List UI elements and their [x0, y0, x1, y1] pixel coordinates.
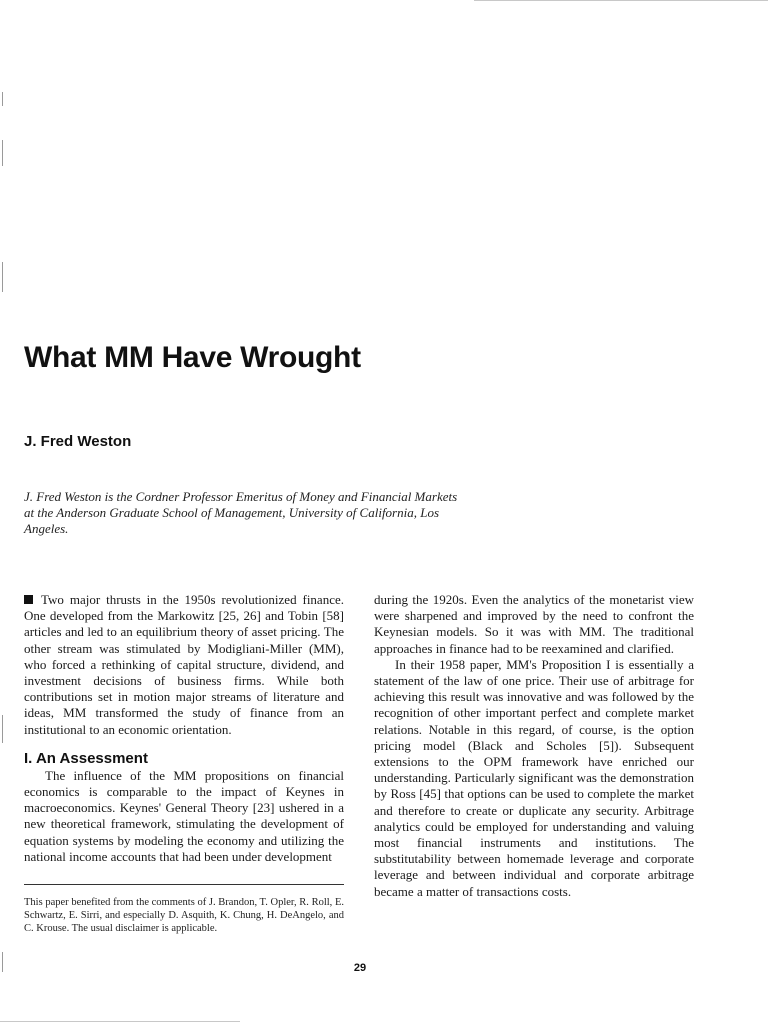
square-bullet-icon [24, 595, 33, 604]
page-number: 29 [353, 962, 367, 974]
article-title: What MM Have Wrought [24, 341, 361, 374]
right-column [374, 592, 694, 900]
scan-edge-mark [2, 952, 3, 972]
footnote-rule [24, 884, 344, 885]
scan-edge-mark [2, 715, 3, 743]
intro-paragraph-text: Two major thrusts in the 1950s revolutionized finance. One developed from the Markowitz [25, 26] and Tobin [58] articles and led to an equilibrium theory of asset pricing. The other stream was stimulated by Modigliani-Miller (MM), who forced a rethinking of capital structure, dividend, and investment decisions of business firms. While both contributions set in motion major streams of literature and ideas, MM transformed the study of finance from an institutional to an economic orientation. [24, 592, 344, 737]
left-column [24, 592, 344, 865]
scan-border-bottom [0, 1021, 240, 1022]
right-paragraph-2: In their 1958 paper, MM's Proposition I is essentially a statement of the law of one price. Their use of arbitrage for achieving this result was innovative and was followed by the recognition of other important perfect and complete market relations. Notable in this regard, of course, is the option pricing model (Black and Scholes [5]). Subsequent extensions to the OPM framework have enriched our understanding. Particularly significant was the demonstration by Ross [45] that options can be used to complete the market and therefore to create or duplicate any security. Arbitrage analytics could be employed for understanding and valuing most financial instruments and institutions. The substitutability between homemade leverage and corporate leverage and between individual and corporate arbitrage became a matter of transactions costs. [374, 656, 694, 899]
intro-paragraph [24, 592, 344, 738]
author-affiliation: J. Fred Weston is the Cordner Professor Emeritus of Money and Financial Markets at the Anderson Graduate School of Management, University of California, Los Angeles. [24, 489, 458, 536]
author-name: J. Fred Weston [24, 433, 132, 450]
section-paragraph-continued: during the 1920s. Even the analytics of the monetarist view were sharpened and improved by the need to confront the Keynesian models. So it was with MM. The traditional approaches in finance had to be reexamined and clarified. [374, 592, 694, 656]
scan-edge-mark [2, 92, 3, 106]
section-paragraph: The influence of the MM propositions on financial economics is comparable to the impact of Keynes in macroeconomics. Keynes' General Theory [23] ushered in a new theoretical framework, stimulating the development of equation systems by modeling the economy and utilizing the national income accounts that had been under development [24, 767, 344, 864]
footnote: This paper benefited from the comments of J. Brandon, T. Opler, R. Roll, E. Schwartz, E. Sirri, and especially D. Asquith, K. Chung, H. DeAngelo, and C. Krouse. The usual disclaimer is applicable. [24, 897, 344, 934]
scan-edge-mark [2, 262, 3, 292]
scan-border-top [474, 0, 768, 1]
section-heading: I. An Assessment [24, 749, 148, 767]
scan-edge-mark [2, 140, 3, 166]
